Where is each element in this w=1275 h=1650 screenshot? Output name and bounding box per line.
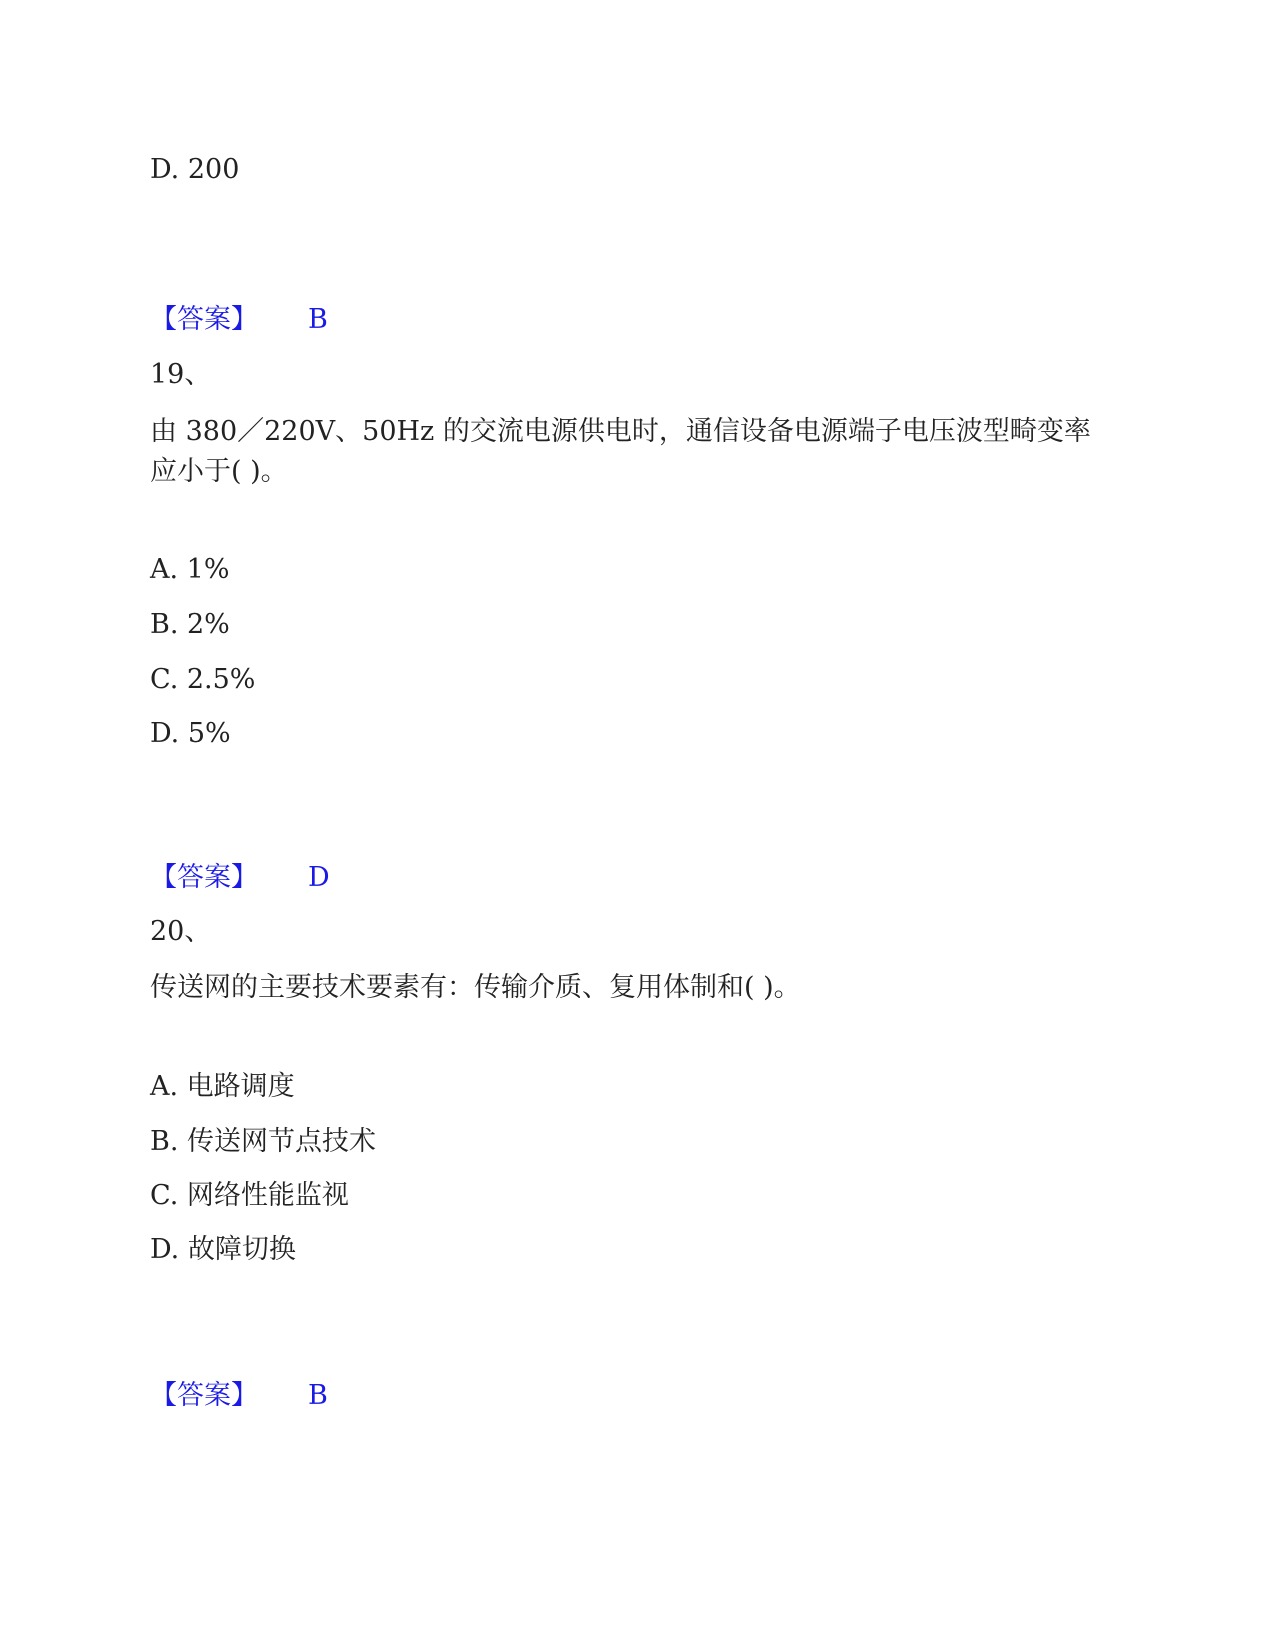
question-number: 20、 (150, 916, 212, 947)
option-b: B. 2% (150, 609, 230, 640)
answer-value: B (308, 1380, 328, 1411)
question-stem-line: 应小于( )。 (150, 456, 288, 487)
answer-label: 【答案】 (150, 304, 258, 335)
option-c: C. 2.5% (150, 664, 256, 695)
option-a: A. 电路调度 (150, 1071, 295, 1102)
answer-value: D (308, 862, 330, 893)
option-d: D. 5% (150, 718, 231, 749)
answer-row (150, 300, 328, 340)
answer-label: 【答案】 (150, 862, 258, 893)
answer-value: B (308, 304, 328, 335)
answer-label: 【答案】 (150, 1380, 258, 1411)
option-d: D. 200 (150, 154, 240, 185)
question-number: 19、 (150, 359, 212, 390)
answer-row (150, 1376, 328, 1416)
option-a: A. 1% (150, 554, 230, 585)
answer-row (150, 858, 330, 898)
question-stem-line: 由 380／220V、50Hz 的交流电源供电时，通信设备电源端子电压波型畸变率 (150, 416, 1091, 447)
option-b: B. 传送网节点技术 (150, 1126, 377, 1157)
option-d: D. 故障切换 (150, 1234, 296, 1265)
option-c: C. 网络性能监视 (150, 1180, 349, 1211)
question-stem: 传送网的主要技术要素有：传输介质、复用体制和( )。 (150, 972, 801, 1003)
